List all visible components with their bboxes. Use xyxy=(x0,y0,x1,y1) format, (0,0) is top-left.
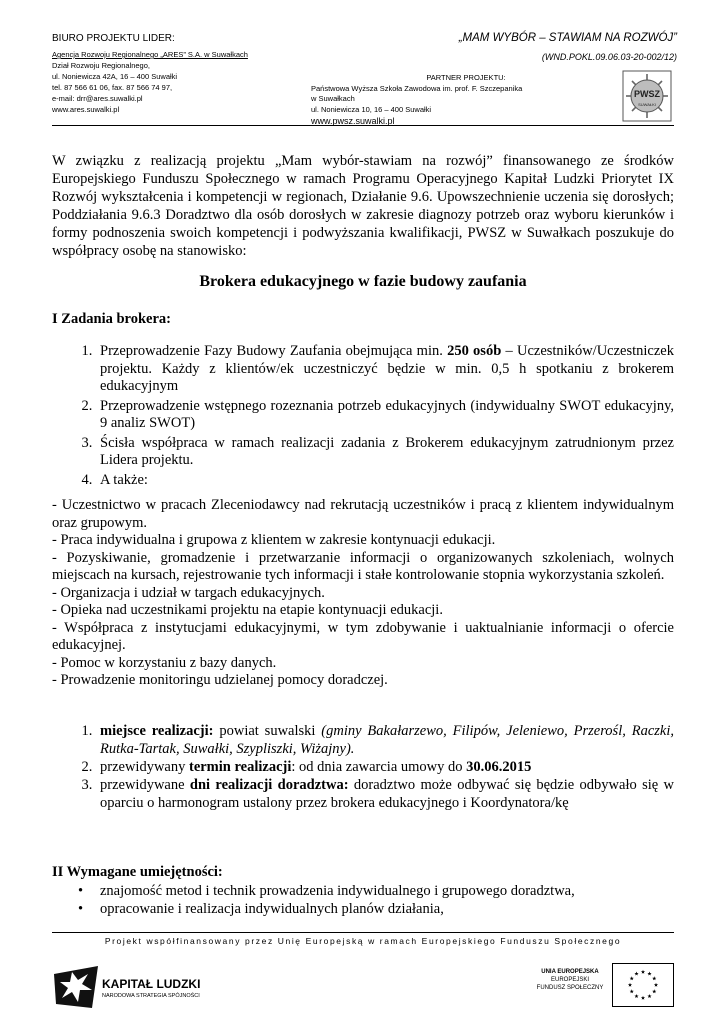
position-title: Brokera edukacyjnego w fazie budowy zaufania xyxy=(199,273,527,290)
task-item: 4. A także: xyxy=(96,472,674,490)
duty-item: - Organizacja i udział w targach edukacyjnych. xyxy=(52,584,325,601)
leader-address: ul. Noniewicza 42A, 16 – 400 Suwałki xyxy=(52,72,178,81)
partner-address: ul. Noniewicza 10, 16 – 400 Suwałki xyxy=(311,104,432,114)
partner-city: w Suwałkach xyxy=(311,94,355,103)
cofinancing-note: Projekt współfinansowany przez Unię Europejską w ramach Europejskiego Funduszu Społecznego xyxy=(104,936,622,946)
leader-block xyxy=(52,33,312,115)
partner-block xyxy=(311,73,611,127)
partner-label: PARTNER PROJEKTU: xyxy=(426,73,506,82)
task-item: 2. Przeprowadzenie wstępnego rozeznania potrzeb edukacyjnych (indywidualny SWOT edukacyjny, 9 analiz SWOT) xyxy=(96,398,674,433)
section2-title: II Wymagane umiejętności: xyxy=(52,864,223,880)
task-item: 3. Ścisła współpraca w ramach realizacji zadania z Brokerem edukacyjnym zatrudnionym przez Lidera projektu. xyxy=(96,435,674,470)
leader-email: e-mail: drr@ares.suwalki.pl xyxy=(52,94,143,103)
days-item: 3. przewidywane dni realizacji doradztwa: doradztwo może odbywać się będzie odbywało się w oparciu o harmonogram ustalony przez brokera edukacyjnego i Koordynatora/kę xyxy=(96,776,674,812)
duty-item: - Opieka nad uczestnikami projektu na etapie kontynuacji edukacji. xyxy=(52,602,443,618)
duty-item: - Współpraca z instytucjami edukacyjnymi, w tym zdobywanie i uaktualnianie informacji o ofercie edukacyjnej. xyxy=(52,619,674,653)
skill-item: • opracowanie i realizacja indywidualnych planów działania, xyxy=(100,900,674,918)
leader-label: BIURO PROJEKTU LIDER: xyxy=(52,33,175,44)
intro-paragraph: W związku z realizacją projektu „Mam wybór-stawiam na rozwój” finansowanego ze środków Europejskiego Funduszu Społecznego w ramach Programu Operacyjnego Kapitał Ludzki Priorytet IX Rozwój wykształcenia i kompetencji w regionach, Działanie 9.6. Upowszechnienie uczenia się dorosłych; Poddziałania 9.6.3 Doradztwo dla osób dorosłych w zakresie diagnozy potrzeb oraz wyboru kierunków i formy podnoszenia swoich kompetencji i podwyższania kwalifikacji, PWSZ w Suwałkach poszukuje do współpracy osobę na stanowisko: xyxy=(52,153,674,259)
partner-name: Państwowa Wyższa Szkoła Zawodowa im. prof. F. Szczepanika xyxy=(311,83,523,93)
leader-phone: tel. 87 566 61 06, fax. 87 566 74 97, xyxy=(52,83,173,92)
duty-item: - Pomoc w korzystaniu z bazy danych. xyxy=(52,654,277,671)
kapital-ludzki-logo-icon xyxy=(52,964,100,1010)
project-title: „MAM WYBÓR – STAWIAM NA ROZWÓJ” xyxy=(458,32,677,44)
duty-item: - Uczestnictwo w pracach Zleceniodawcy nad rekrutacją uczestników i pracą z klientem indywidualnym oraz grupowym. xyxy=(52,497,674,531)
section1-title: I Zadania brokera: xyxy=(52,311,171,327)
footer-divider xyxy=(52,932,674,933)
duty-item: - Prowadzenie monitoringu udzielanej pomocy doradczej. xyxy=(52,672,388,688)
pwsz-logo-icon xyxy=(622,70,672,122)
kapital-ludzki-sub: NARODOWA STRATEGIA SPÓJNOŚCI xyxy=(102,993,200,999)
skills-list xyxy=(52,882,674,918)
header-divider xyxy=(52,125,674,126)
pwsz-logo-text: PWSZ xyxy=(634,89,660,99)
realization-info-list xyxy=(52,722,674,812)
pwsz-logo-sub: SUWAŁKI xyxy=(638,102,656,107)
duty-item: - Pozyskiwanie, gromadzenie i przetwarzanie informacji o organizowanych szkoleniach, wolnych miejscach na kursach, rejestrowanie tych informacji i stałe kontrolowanie stopnia wykorzystania szkoleń. xyxy=(52,549,674,583)
term-item: 2. przewidywany termin realizacji: od dnia zawarcia umowy do 30.06.2015 xyxy=(96,758,674,776)
partner-www[interactable]: www.pwsz.suwalki.pl xyxy=(311,116,395,126)
project-code: (WND.POKL.09.06.03-20-002/12) xyxy=(541,52,677,62)
kapital-ludzki-title: KAPITAŁ LUDZKI xyxy=(102,977,201,991)
tasks-list xyxy=(52,343,674,489)
leader-name: Agencja Rozwoju Regionalnego „ARES” S.A. w Suwałkach xyxy=(52,50,248,59)
skill-item: • znajomość metod i technik prowadzenia indywidualnego i grupowego doradztwa, xyxy=(100,882,674,900)
place-item: 1. miejsce realizacji: powiat suwalski (gminy Bakałarzewo, Filipów, Jeleniewo, Przerośl, Raczki, Rutka-Tartak, Suwałki, Szypliszki, Wiżajny). xyxy=(96,722,674,758)
eu-label: UNIA EUROPEJSKA EUROPEJSKI FUNDUSZ SPOŁECZNY xyxy=(536,969,604,991)
eu-flag-icon xyxy=(612,963,674,1007)
leader-dept: Dział Rozwoju Regionalnego, xyxy=(52,61,150,70)
leader-www[interactable]: www.ares.suwalki.pl xyxy=(52,105,120,114)
task-item: 1. Przeprowadzenie Fazy Budowy Zaufania obejmująca min. 250 osób – Uczestników/Uczestniczek projektu. Każdy z klientów/ek uczestniczyć będzie w min. 0,5 h spotkaniu z brokerem edukacyjnym xyxy=(96,343,674,396)
duties-list xyxy=(52,497,674,690)
duty-item: - Praca indywidualna i grupowa z klientem w zakresie kontynuacji edukacji. xyxy=(52,532,496,548)
